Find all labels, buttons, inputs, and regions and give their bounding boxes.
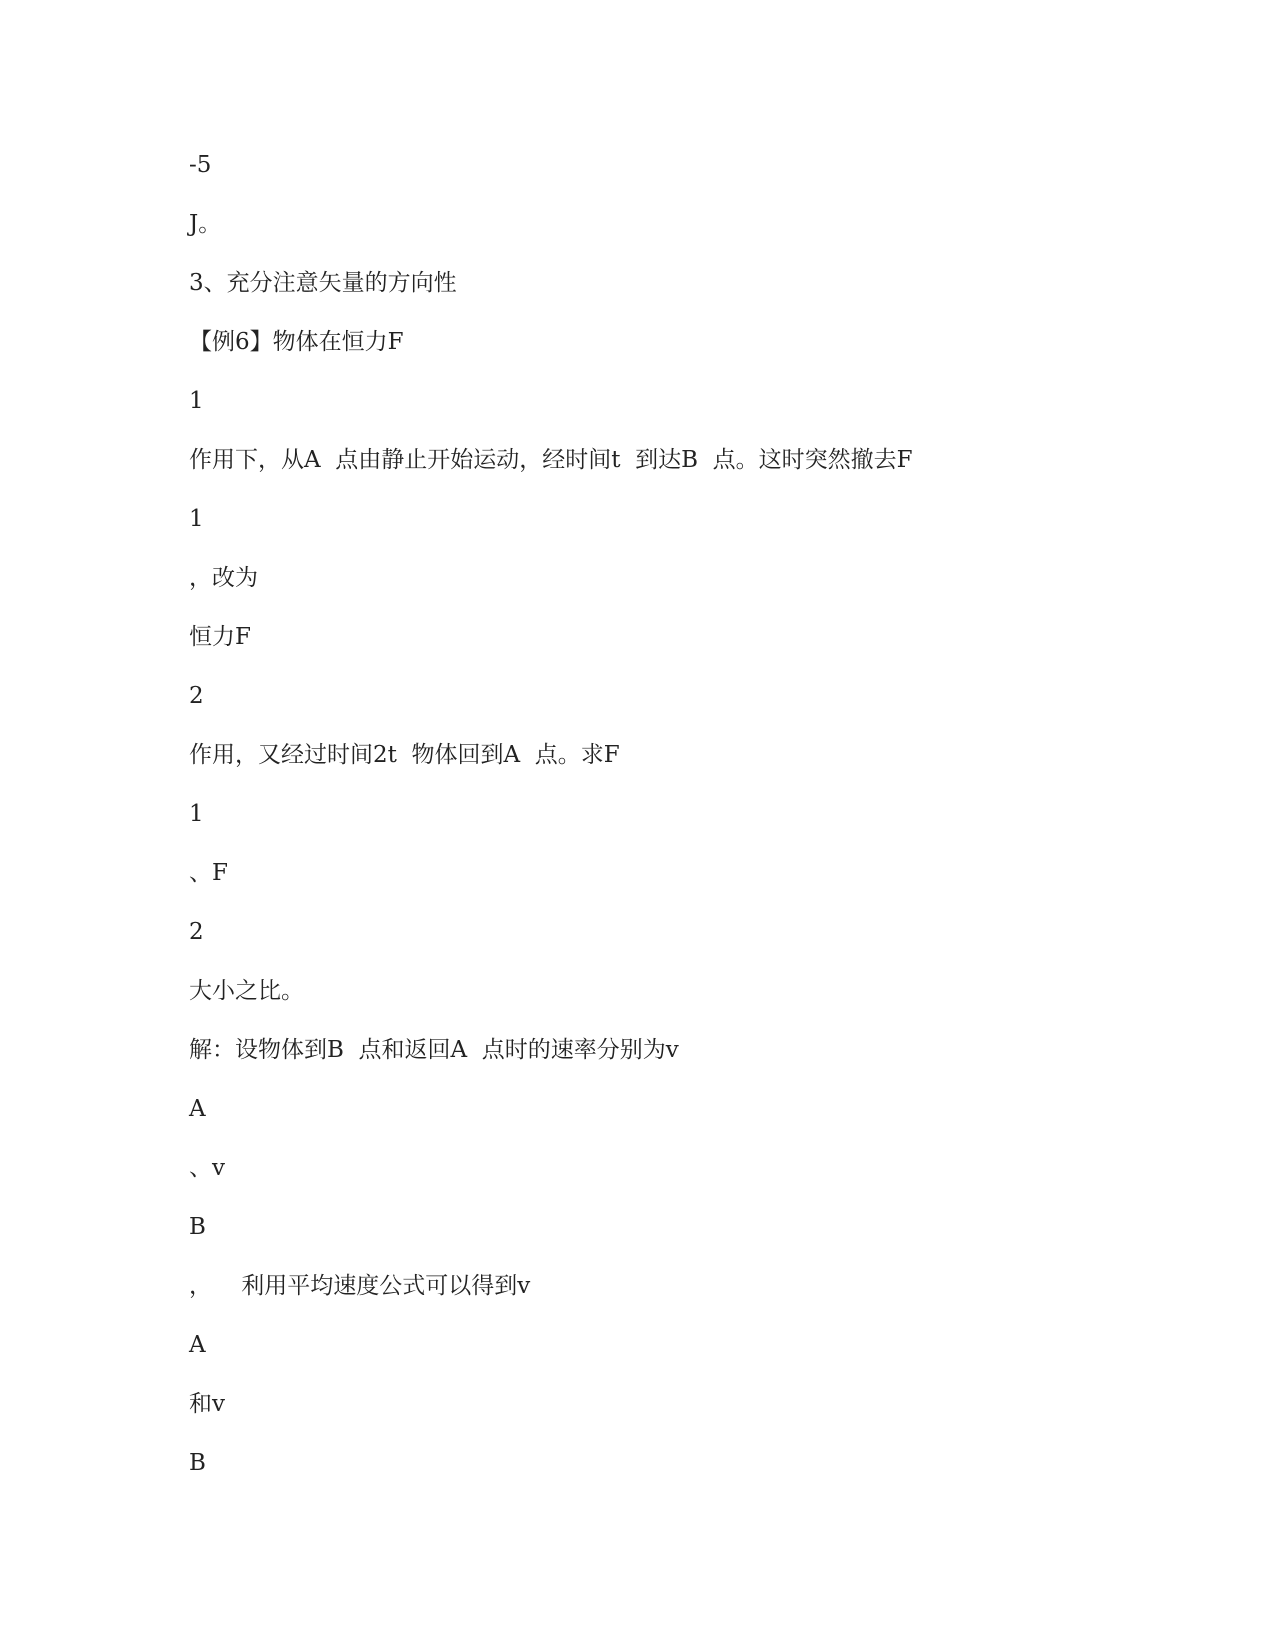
- text-line: 大小之比。: [189, 978, 304, 1004]
- subscript-line: A: [189, 1332, 206, 1358]
- subscript-line: 2: [189, 919, 204, 945]
- text-line: ， 利用平均速度公式可以得到v: [189, 1273, 531, 1299]
- text-line: -5: [189, 152, 212, 178]
- text-line: 、F: [189, 860, 228, 886]
- subscript-line: B: [189, 1214, 206, 1240]
- subscript-line: 1: [189, 388, 204, 414]
- text-line: 作用，又经过时间2t 物体回到A 点。求F: [189, 742, 620, 768]
- text-line: 作用下，从A 点由静止开始运动，经时间t 到达B 点。这时突然撤去F: [189, 447, 913, 473]
- example-heading: 【例6】物体在恒力F: [189, 329, 404, 355]
- text-line: J。: [189, 211, 222, 237]
- section-heading: 3、充分注意矢量的方向性: [189, 270, 457, 296]
- text-line: 恒力F: [189, 624, 251, 650]
- subscript-line: 2: [189, 683, 204, 709]
- solution-line: 解：设物体到B 点和返回A 点时的速率分别为v: [189, 1037, 679, 1063]
- subscript-line: A: [189, 1096, 206, 1122]
- subscript-line: 1: [189, 506, 204, 532]
- subscript-line: B: [189, 1450, 206, 1476]
- subscript-line: 1: [189, 801, 204, 827]
- text-line: ，改为: [189, 565, 258, 591]
- text-line: 、v: [189, 1155, 225, 1181]
- text-line: 和v: [189, 1391, 225, 1417]
